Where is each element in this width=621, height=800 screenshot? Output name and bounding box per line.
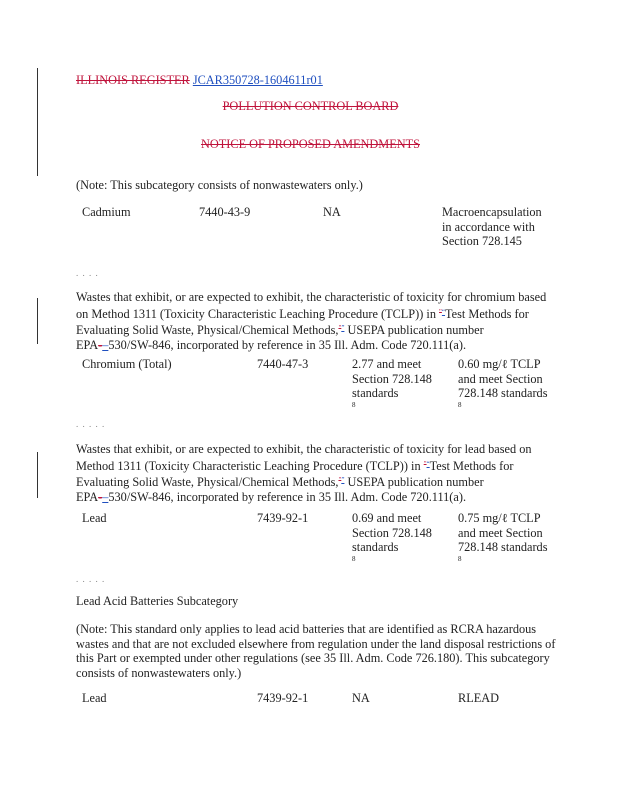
lead-name: Lead [82,511,107,525]
paragraph-line [76,305,556,322]
paragraph-line [76,490,556,505]
dash-deleted: - [98,337,103,352]
chromium-nww-line: 0.60 mg/ℓ TCLP [458,357,541,371]
lead-ww-line: Section 728.148 [352,525,432,540]
board-title-text: POLLUTION CONTROL BOARD [222,99,399,113]
notice-title [0,137,621,152]
lead2-cas: 7439-92-1 [257,691,309,705]
paragraph-text: 530/SW-846, incorporated by reference in 35 Ill. Adm. Code 720.111(a). [108,489,467,504]
chromium-ww-line: Section 728.148 [352,371,432,386]
dash-deleted: - [98,489,103,504]
chromium-nww-line: and meet Section [458,371,543,386]
lead2-ww: NA [352,691,370,705]
paragraph-line: (Note: This standard only applies to lead acid batteries that are identified as RCRA hazardous [76,622,537,636]
cadmium-cas: 7440-43-9 [199,205,251,219]
chromium-nww-text: 728.148 standards [458,386,548,401]
notice-title-text: NOTICE OF PROPOSED AMENDMENTS [201,137,420,151]
paragraph-line: Wastes that exhibit, or are expected to exhibit, the characteristic of toxicity for lead based on [76,442,532,456]
change-bar-header [37,68,38,176]
lead-ww-line [352,540,432,569]
paragraph-text: Test Methods for [445,306,529,321]
cadmium-ww: NA [323,205,341,219]
chromium-nww [458,357,547,415]
note-lead-acid [76,622,556,680]
dash-inserted: – [102,337,109,352]
quote-deleted: " [338,476,342,485]
paragraph-line: this Part or exempted under other regulations (see 35 Ill. Adm. Code 726.180). This subcategory [76,651,550,666]
subcategory-heading: Lead Acid Batteries Subcategory [76,594,239,608]
chromium-ww-text: standards [352,386,399,401]
paragraph-line [76,338,556,353]
chromium-cas: 7440-47-3 [257,357,309,371]
footnote-marker: 8 [352,400,356,409]
paragraph-text: Evaluating Solid Waste, Physical/Chemical Methods, [76,475,339,490]
register-inserted: JCAR350728-1604611r01 [192,73,323,87]
quote-inserted: “ [441,307,446,316]
lead-paragraph [76,442,556,504]
cadmium-nww-line: in accordance with [442,219,535,234]
footnote-marker: 8 [352,554,356,563]
lead2-name: Lead [82,691,107,705]
note-nonwastewaters: (Note: This subcategory consists of nonwastewaters only.) [76,178,363,192]
cadmium-nww [442,205,542,249]
paragraph-text: Test Methods for [429,458,514,473]
paragraph-line: wastes and that are not excluded elsewhere from regulation under the land disposal restrictions of [76,636,556,651]
paragraph-text: EPA [76,489,99,504]
ellipsis-2: . . . . . [76,419,106,429]
lead-nww-line [458,540,547,569]
lead-nww-line: and meet Section [458,525,543,540]
register-deleted: ILLINOIS REGISTER [76,73,190,87]
cadmium-name: Cadmium [82,205,131,219]
chromium-ww-line: 2.77 and meet [352,357,422,371]
lead-nww-text: 728.148 standards [458,540,548,555]
paragraph-text: USEPA publication number [344,475,484,490]
lead-ww-text: standards [352,540,399,555]
paragraph-text: USEPA publication number [344,323,484,338]
paragraph-text: EPA [76,337,99,352]
paragraph-line: consists of nonwastewaters only.) [76,665,242,680]
quote-deleted: " [423,459,427,468]
chromium-name: Chromium (Total) [82,357,172,371]
lead-nww-line: 0.75 mg/ℓ TCLP [458,511,541,525]
chromium-ww [352,357,432,415]
change-bar-chromium [37,298,38,344]
quote-inserted: ” [341,324,345,333]
register-line [76,73,323,88]
footnote-marker: 8 [458,400,462,409]
board-title [0,99,621,114]
paragraph-text: Method 1311 (Toxicity Characteristic Leaching Procedure (TCLP)) in [76,458,424,473]
lead-cas: 7439-92-1 [257,511,309,525]
paragraph-text: on Method 1311 (Toxicity Characteristic Leaching Procedure (TCLP)) in [76,306,440,321]
lead-ww-line: 0.69 and meet [352,511,422,525]
quote-inserted: ” [341,476,345,485]
paragraph-text: 530/SW-846, incorporated by reference in 35 Ill. Adm. Code 720.111(a). [108,337,467,352]
footnote-marker: 8 [458,554,462,563]
quote-inserted: “ [426,459,430,468]
lead2-nww: RLEAD [458,691,499,705]
paragraph-line [76,457,556,474]
lead-ww [352,511,432,569]
chromium-ww-line [352,386,432,415]
ellipsis-1: . . . . [76,268,99,278]
chromium-nww-line [458,386,547,415]
paragraph-line: Wastes that exhibit, or are expected to exhibit, the characteristic of toxicity for chromium based [76,290,547,304]
ellipsis-3: . . . . . [76,574,106,584]
paragraph-text: Evaluating Solid Waste, Physical/Chemical Methods, [76,323,339,338]
lead-nww [458,511,547,569]
paragraph-line [76,473,556,490]
quote-deleted: " [338,324,342,333]
paragraph-line [76,321,556,338]
change-bar-lead [37,452,38,498]
cadmium-nww-line: Section 728.145 [442,234,522,249]
chromium-paragraph [76,290,556,352]
cadmium-nww-line: Macroencapsulation [442,205,542,219]
quote-deleted: " [439,307,442,316]
dash-inserted: – [102,489,109,504]
